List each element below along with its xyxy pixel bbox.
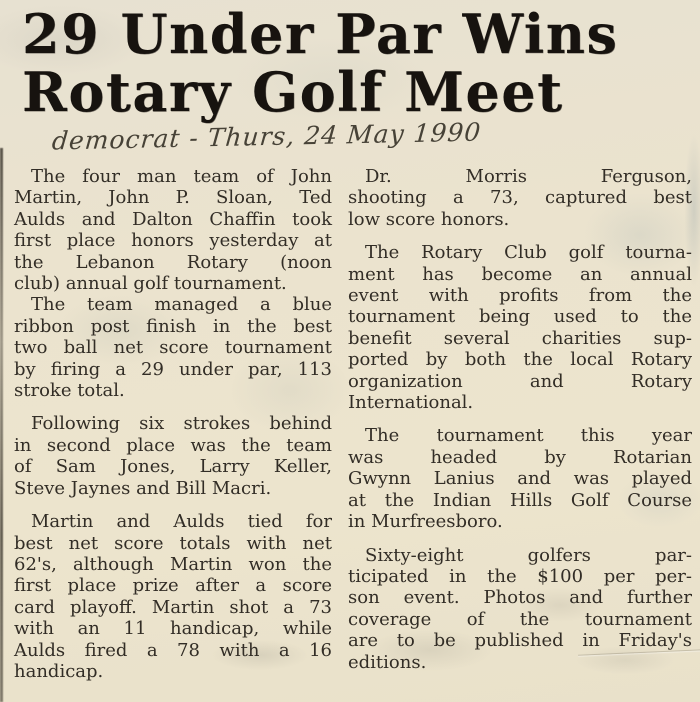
text-line: ribbon post finish in the best <box>14 315 332 337</box>
text-line: organization and Rotary <box>348 370 692 392</box>
text-line: coverage of the tournament <box>348 608 692 630</box>
text-line: low score honors. <box>348 208 510 230</box>
text-line: Aulds fired a 78 with a 16 <box>14 639 332 661</box>
text-line: by firing a 29 under par, 113 <box>14 358 332 380</box>
text-line: in Murfreesboro. <box>348 511 503 533</box>
text-line: was headed by Rotarian <box>348 446 692 468</box>
text-line: stroke total. <box>14 380 125 402</box>
text-line: The four man team of John <box>31 166 332 187</box>
handwritten-date-note: democrat - Thurs, 24 May 1990 <box>50 117 483 156</box>
paragraph <box>348 425 692 532</box>
article-headline <box>22 2 682 124</box>
text-line: of Sam Jones, Larry Keller, <box>14 456 332 478</box>
text-line: the Lebanon Rotary (noon <box>14 251 332 273</box>
text-line: in second place was the team <box>14 434 332 456</box>
text-line: ticipated in the $100 per per- <box>348 565 692 587</box>
text-line: The Rotary Club golf tourna- <box>365 242 692 264</box>
paragraph <box>348 545 692 673</box>
paragraph <box>348 242 692 413</box>
text-line: Following six strokes behind <box>31 413 332 435</box>
text-line: with an 11 handicap, while <box>14 618 332 640</box>
text-line: Martin and Aulds tied for <box>31 511 332 533</box>
text-line: ment has become an annual <box>348 263 692 285</box>
text-line: first place honors yesterday at <box>14 230 332 252</box>
paragraph <box>14 294 332 401</box>
text-line: tournament being used to the <box>348 306 692 328</box>
text-line: two ball net score tournament <box>14 337 332 359</box>
headline-line-2: Rotary Golf Meet <box>22 60 564 124</box>
paragraph <box>14 166 332 294</box>
text-line: are to be published in Friday's <box>348 630 692 652</box>
headline-line-1: 29 Under Par Wins <box>22 2 619 66</box>
text-line: 62's, although Martin won the <box>14 553 332 575</box>
text-line: club) annual golf tournament. <box>14 273 287 295</box>
text-line: Steve Jaynes and Bill Macri. <box>14 477 272 499</box>
text-line: Martin, John P. Sloan, Ted <box>14 187 332 209</box>
paragraph <box>14 511 332 682</box>
text-line: The team managed a blue <box>31 294 332 316</box>
text-line: card playoff. Martin shot a 73 <box>14 596 332 618</box>
text-line: shooting a 73, captured best <box>348 187 692 209</box>
text-line: ported by both the local Rotary <box>348 349 692 371</box>
article-column-left <box>14 166 332 682</box>
text-line: benefit several charities sup- <box>348 327 692 349</box>
text-line: Gwynn Lanius and was played <box>348 468 692 490</box>
paragraph <box>348 166 692 230</box>
article-column-right <box>348 166 692 673</box>
text-line: handicap. <box>14 660 104 682</box>
text-line: Dr. Morris Ferguson, <box>365 166 692 187</box>
text-line: editions. <box>348 651 427 673</box>
text-line: Sixty-eight golfers par- <box>365 544 692 566</box>
text-line: International. <box>348 392 474 414</box>
text-line: best net score totals with net <box>14 532 332 554</box>
text-line: The tournament this year <box>365 425 692 447</box>
text-line: first place prize after a score <box>14 575 332 597</box>
text-line: Aulds and Dalton Chaffin took <box>14 208 332 230</box>
text-line: son event. Photos and further <box>348 587 692 609</box>
text-line: event with profits from the <box>348 285 692 307</box>
text-line: at the Indian Hills Golf Course <box>348 489 692 511</box>
paragraph <box>14 413 332 499</box>
clipping-torn-edge <box>0 148 3 702</box>
